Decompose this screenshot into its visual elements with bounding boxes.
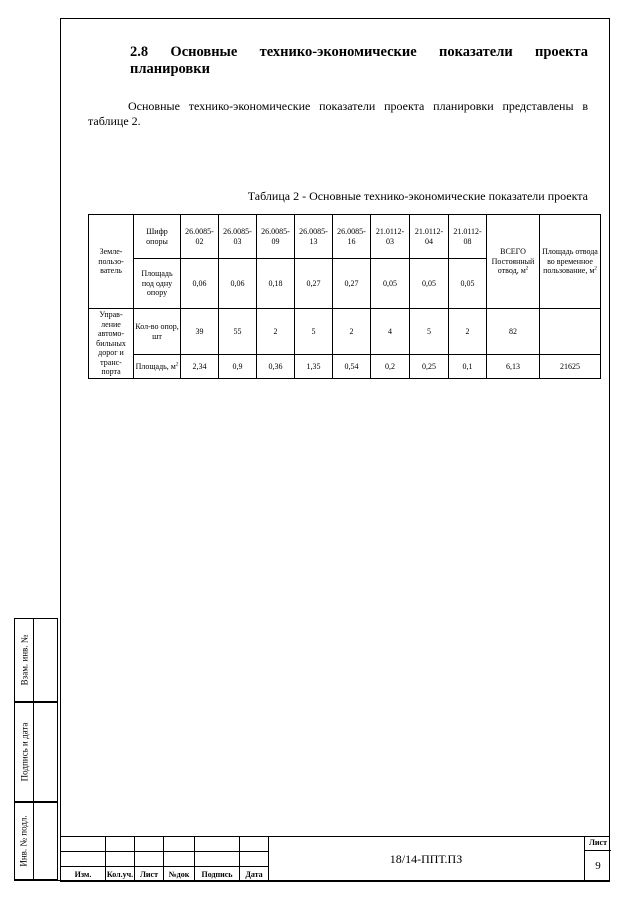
area-per-support-cell: 0,27 (295, 259, 333, 309)
title-block-grid (60, 836, 269, 882)
area-label: Площадь, $м^2$ (134, 355, 181, 379)
area-per-support-cell: 0,05 (371, 259, 410, 309)
count-cell: 4 (371, 309, 410, 355)
cipher-label: Шифр опоры (134, 215, 181, 259)
landuser-header: Земле- пользо- ватель (89, 215, 134, 309)
landuser-name: Управ- ление автомо- бильных дорог и транс- порта (89, 309, 134, 379)
count-temp (540, 309, 601, 355)
area-cell: 2,34 (181, 355, 219, 379)
count-cell: 39 (181, 309, 219, 355)
indicators-table (88, 214, 601, 379)
tb-col-izm: Изм. (61, 867, 106, 882)
code-cell: 21.0112-03 (371, 215, 410, 259)
code-cell: 26.0085-13 (295, 215, 333, 259)
count-cell: 2 (333, 309, 371, 355)
area-cell: 0,54 (333, 355, 371, 379)
tb-col-list: Лист (135, 867, 164, 882)
document-number: 18/14-ППТ.ПЗ (389, 851, 463, 866)
heading-line-1: 2.8 Основные технико-экономические показатели проекта (130, 44, 588, 60)
area-per-support-cell: 0,27 (333, 259, 371, 309)
area-per-support-cell: 0,05 (410, 259, 449, 309)
temp-area-header: Площадь отвода во временное пользование, $м^2$ (540, 215, 601, 309)
area-temp: 21625 (540, 355, 601, 379)
count-label: Кол-во опор, шт (134, 309, 181, 355)
code-cell: 26.0085-09 (257, 215, 295, 259)
page-frame (60, 18, 610, 880)
side-podpis-block (14, 702, 58, 802)
bottom-border (14, 880, 610, 881)
count-cell: 55 (219, 309, 257, 355)
count-total: 82 (487, 309, 540, 355)
count-cell: 5 (295, 309, 333, 355)
count-cell: 2 (449, 309, 487, 355)
area-cell: 0,9 (219, 355, 257, 379)
heading-line-2: планировки (130, 61, 210, 77)
area-cell: 0,36 (257, 355, 295, 379)
area-cell: 0,1 (449, 355, 487, 379)
sheet-label: Лист (585, 836, 611, 851)
code-cell: 26.0085-03 (219, 215, 257, 259)
side-vzam-block (14, 618, 58, 702)
side-inv-label: Инв. № подл. (19, 815, 29, 867)
area-per-support-label: Площадь под одну опору (134, 259, 181, 309)
area-cell: 0,25 (410, 355, 449, 379)
count-cell: 2 (257, 309, 295, 355)
tb-col-data: Дата (240, 867, 269, 882)
area-cell: 0,2 (371, 355, 410, 379)
count-cell: 5 (410, 309, 449, 355)
tb-col-podpis: Подпись (195, 867, 240, 882)
section-heading (130, 44, 588, 78)
table-caption: Таблица 2 - Основные технико-экономические показатели проекта (247, 189, 588, 203)
code-cell: 21.0112-04 (410, 215, 449, 259)
area-cell: 1,35 (295, 355, 333, 379)
tb-col-kolvo: Кол.уч. (106, 867, 135, 882)
total-header: ВСЕГО Постоянный отвод, $м^2$ (487, 215, 540, 309)
sheet-number: 9 (595, 860, 601, 872)
area-per-support-cell: 0,18 (257, 259, 295, 309)
area-per-support-cell: 0,05 (449, 259, 487, 309)
sheet-box (584, 836, 610, 882)
code-cell: 26.0085-16 (333, 215, 371, 259)
side-inv-block (14, 802, 58, 880)
side-podpis-label: Подпись и дата (19, 722, 29, 782)
code-cell: 21.0112-08 (449, 215, 487, 259)
area-per-support-cell: 0,06 (181, 259, 219, 309)
area-total: 6,13 (487, 355, 540, 379)
intro-paragraph: Основные технико-экономические показатели проекта планировки представлены в таблице 2. (88, 99, 588, 128)
code-cell: 26.0085-02 (181, 215, 219, 259)
side-vzam-label: Взам. инв. № (19, 634, 29, 686)
area-per-support-cell: 0,06 (219, 259, 257, 309)
tb-col-ndok: №док (164, 867, 195, 882)
